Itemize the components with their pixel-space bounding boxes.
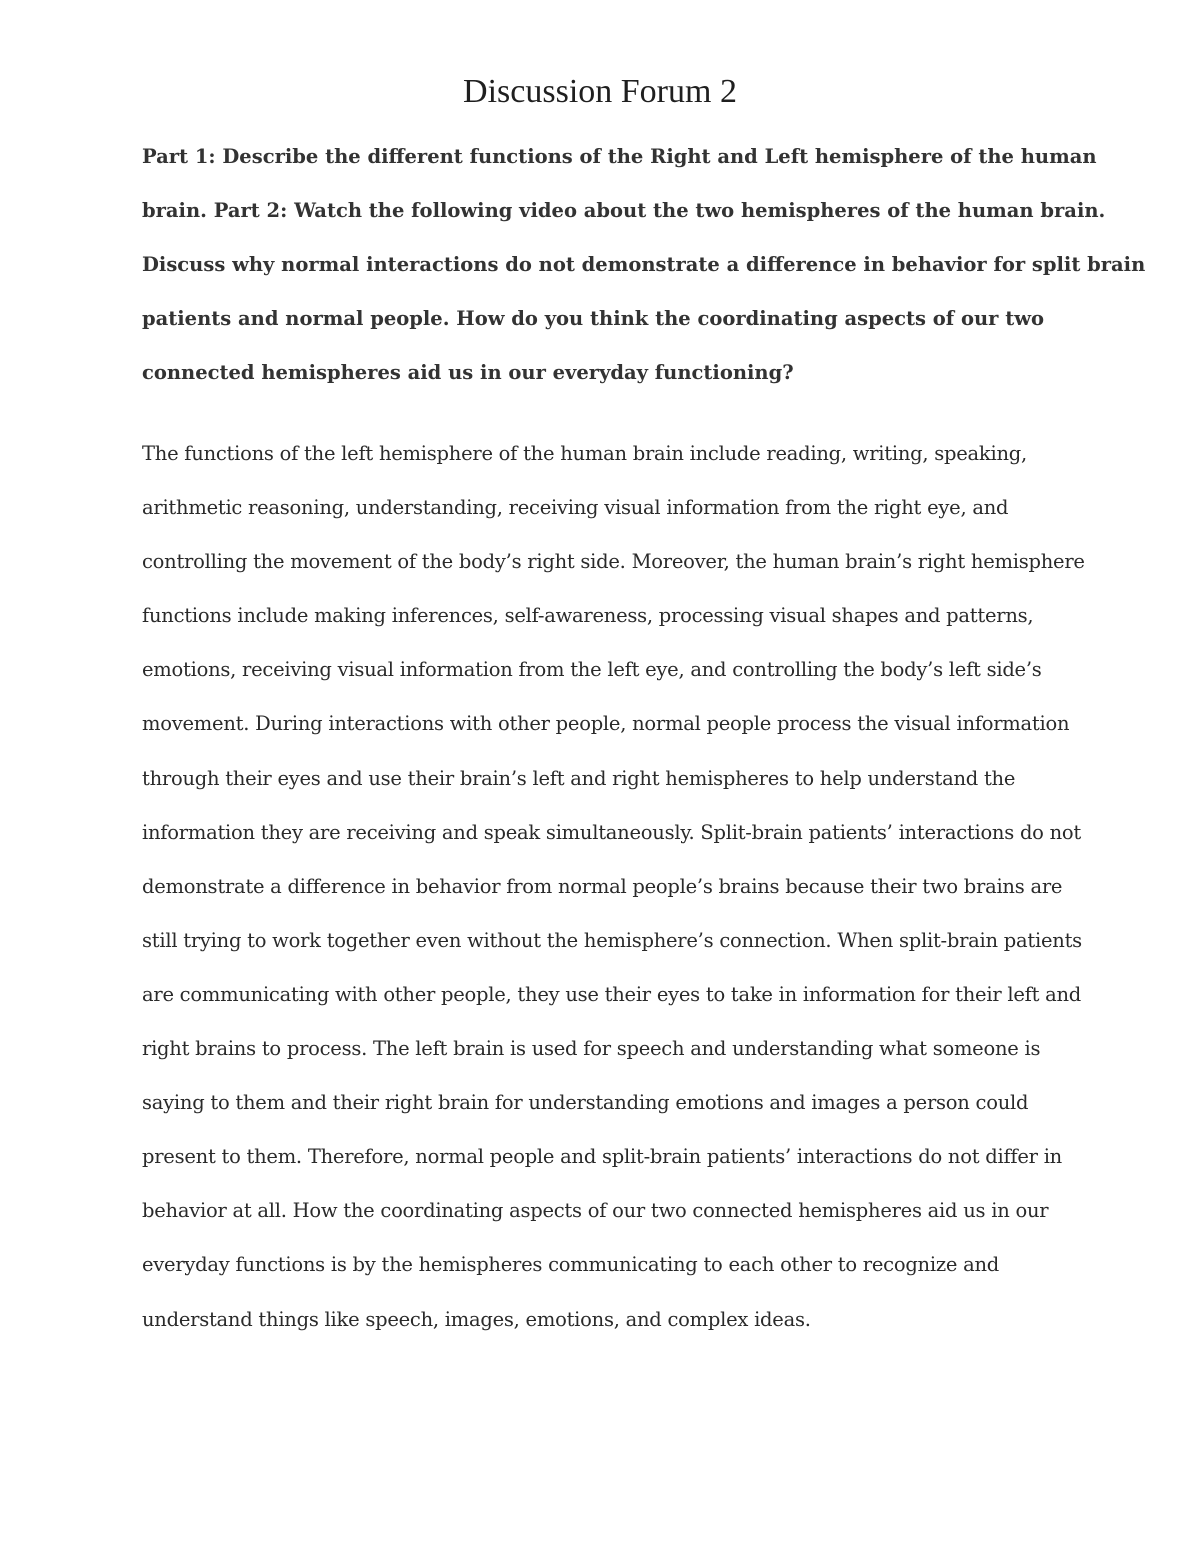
answer-line: demonstrate a difference in behavior from normal people’s brains because their two brains are — [142, 874, 1063, 898]
answer-paragraph — [142, 427, 1085, 1347]
prompt-line: patients and normal people. How do you think the coordinating aspects of our two — [142, 307, 1045, 330]
answer-line: information they are receiving and speak simultaneously. Split-brain patients’ interactions do not — [142, 820, 1081, 844]
answer-line: through their eyes and use their brain’s left and right hemispheres to help understand the — [142, 766, 1016, 790]
answer-line: understand things like speech, images, emotions, and complex ideas. — [142, 1307, 811, 1331]
answer-line: functions include making inferences, self-awareness, processing visual shapes and patterns, — [142, 604, 1034, 628]
answer-line: still trying to work together even without the hemisphere’s connection. When split-brain patients — [142, 928, 1082, 952]
prompt-line: Discuss why normal interactions do not demonstrate a difference in behavior for split brain — [142, 253, 1146, 276]
document-title: Discussion Forum 2 — [463, 73, 737, 110]
answer-line: are communicating with other people, they use their eyes to take in information for their left and — [142, 982, 1082, 1006]
answer-line: The functions of the left hemisphere of the human brain include reading, writing, speaking, — [142, 442, 1027, 465]
answer-line: emotions, receiving visual information from the left eye, and controlling the body’s left side’s — [142, 658, 1042, 682]
prompt-line: Part 1: Describe the different functions of the Right and Left hemisphere of the human — [142, 145, 1097, 168]
discussion-prompt — [142, 130, 1146, 400]
answer-line: saying to them and their right brain for understanding emotions and images a person could — [142, 1091, 1029, 1115]
answer-line: right brains to process. The left brain is used for speech and understanding what someone is — [142, 1037, 1041, 1061]
answer-line: arithmetic reasoning, understanding, receiving visual information from the right eye, and — [142, 496, 1009, 520]
prompt-line: connected hemispheres aid us in our everyday functioning? — [142, 361, 794, 384]
answer-line: behavior at all. How the coordinating aspects of our two connected hemispheres aid us in our — [142, 1199, 1049, 1223]
answer-line: movement. During interactions with other people, normal people process the visual information — [142, 712, 1070, 736]
prompt-line: brain. Part 2: Watch the following video about the two hemispheres of the human brain. — [142, 199, 1106, 222]
answer-line: everyday functions is by the hemispheres communicating to each other to recognize and — [142, 1253, 1000, 1277]
answer-line: controlling the movement of the body’s right side. Moreover, the human brain’s right hemisphere — [142, 550, 1085, 574]
answer-line: present to them. Therefore, normal people and split-brain patients’ interactions do not differ in — [142, 1145, 1062, 1169]
